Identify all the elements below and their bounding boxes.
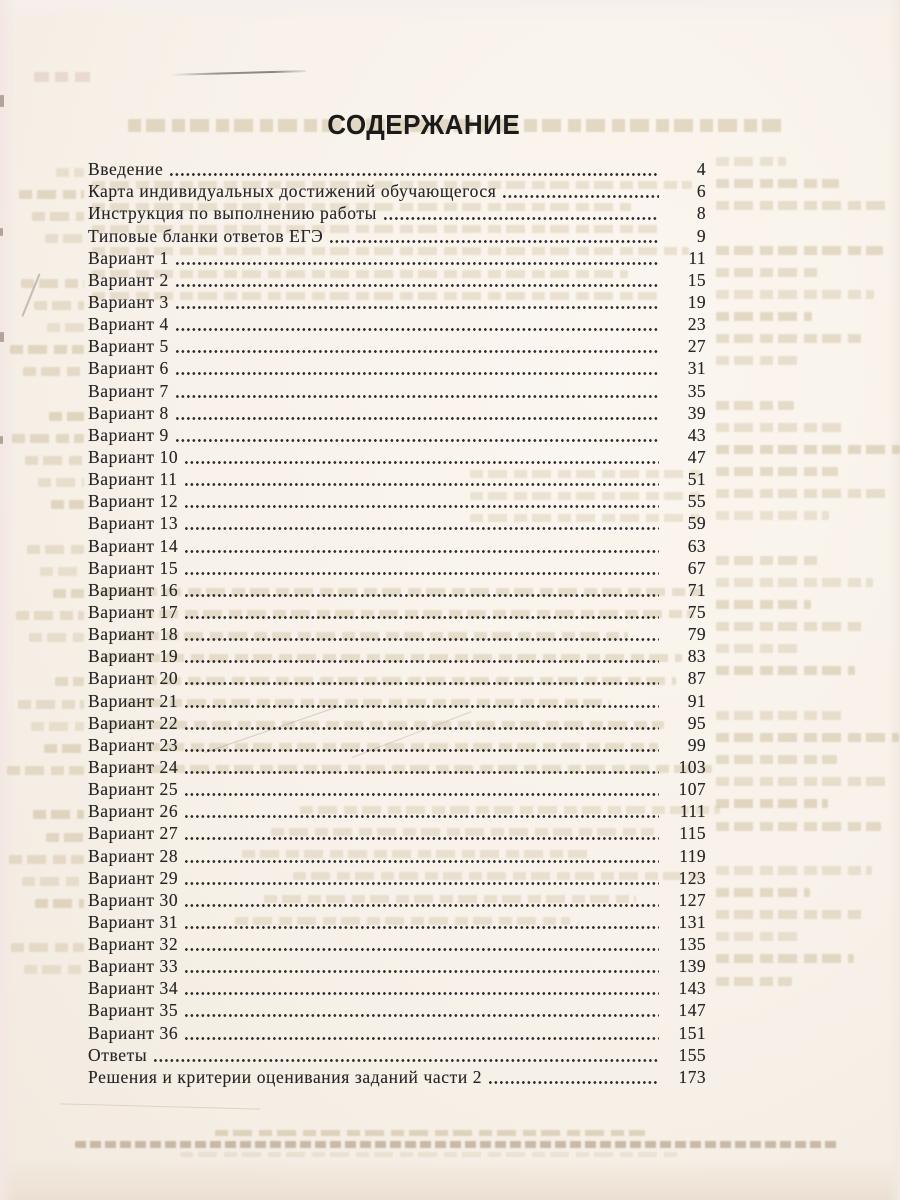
toc-row [88, 1044, 706, 1066]
bleed-through-text [31, 722, 84, 731]
toc-entry-label: Вариант 16 [88, 579, 179, 600]
toc-row [88, 402, 706, 424]
bleed-through-text [716, 511, 829, 520]
bleed-through-text [716, 467, 838, 476]
dot-leader [176, 283, 659, 288]
table-of-contents [88, 158, 706, 1088]
bleed-through-text [35, 899, 84, 908]
toc-row [88, 601, 706, 623]
toc-entry-label: Вариант 14 [88, 535, 179, 556]
toc-row [88, 999, 706, 1021]
toc-page-number: 6 [696, 181, 706, 202]
bleed-through-text [11, 943, 84, 952]
dot-leader [185, 947, 659, 952]
dot-leader [185, 637, 659, 642]
dot-leader [185, 526, 659, 531]
bleed-through-text [33, 810, 84, 819]
toc-row [88, 667, 706, 689]
toc-page-number: 11 [688, 247, 706, 268]
bleed-through-text [18, 700, 84, 709]
toc-entry-label: Вариант 22 [88, 712, 179, 733]
toc-row [88, 424, 706, 446]
bleed-through-text [716, 733, 899, 742]
bleed-through-text [180, 1152, 680, 1157]
toc-page-number: 47 [687, 446, 706, 467]
bleed-through-text [716, 666, 855, 675]
dot-leader [185, 571, 659, 576]
bleed-through-text [215, 1130, 645, 1136]
dot-leader [185, 1036, 659, 1041]
toc-entry-label: Вариант 5 [88, 336, 169, 357]
dot-leader [176, 416, 659, 421]
bleed-through-text [55, 677, 84, 686]
toc-entry-label: Типовые бланки ответов ЕГЭ [88, 225, 324, 246]
toc-row [88, 468, 706, 490]
toc-row [88, 1021, 706, 1043]
toc-entry-label: Вариант 1 [88, 247, 169, 268]
dot-leader [330, 239, 659, 244]
bleed-through-text [716, 799, 828, 808]
toc-entry-label: Вариант 9 [88, 424, 169, 445]
toc-row [88, 889, 706, 911]
toc-page-number: 83 [687, 646, 706, 667]
toc-entry-label: Вариант 29 [88, 867, 179, 888]
toc-row [88, 247, 706, 269]
dot-leader [185, 792, 659, 797]
bleed-through-text [716, 755, 837, 764]
toc-page-number: 173 [678, 1066, 706, 1087]
bleed-through-text [25, 456, 84, 465]
bleed-through-text [23, 367, 84, 376]
toc-row [88, 313, 706, 335]
dot-leader [185, 504, 659, 509]
bleed-through-text [7, 766, 84, 775]
toc-entry-label: Вариант 32 [88, 934, 179, 955]
bleed-through-text [716, 201, 892, 210]
toc-page-number: 23 [687, 314, 706, 335]
toc-row [88, 911, 706, 933]
dot-leader [176, 349, 659, 354]
toc-page-number: 15 [687, 269, 706, 290]
toc-page-number: 111 [679, 801, 706, 822]
bleed-through-text [51, 500, 84, 509]
bleed-through-text [716, 423, 847, 432]
dot-leader [185, 704, 659, 709]
bleed-through-text [32, 212, 84, 221]
toc-page-number: 131 [678, 911, 706, 932]
toc-row [88, 623, 706, 645]
toc-page-number: 79 [687, 624, 706, 645]
toc-page-number: 31 [687, 358, 706, 379]
toc-row [88, 512, 706, 534]
toc-row [88, 224, 706, 246]
toc-row [88, 490, 706, 512]
toc-entry-label: Вариант 25 [88, 779, 179, 800]
bleed-through-text [716, 401, 794, 410]
toc-entry-label: Вариант 27 [88, 823, 179, 844]
toc-page-number: 75 [687, 601, 706, 622]
toc-row [88, 867, 706, 889]
bleed-through-text [40, 567, 84, 576]
bleed-through-text [716, 157, 786, 166]
toc-row [88, 800, 706, 822]
bleed-through-text [45, 234, 84, 243]
bleed-through-text [716, 312, 812, 321]
toc-page-number: 115 [679, 823, 706, 844]
toc-page-number: 59 [687, 513, 706, 534]
toc-row [88, 379, 706, 401]
toc-entry-label: Решения и критерии оценивания заданий части 2 [88, 1066, 483, 1087]
toc-page-number: 99 [687, 734, 706, 755]
bleed-through-text [27, 545, 84, 554]
toc-row [88, 1066, 706, 1088]
toc-row [88, 269, 706, 291]
toc-entry-label: Вариант 11 [88, 469, 178, 490]
bleed-through-text [716, 356, 803, 365]
toc-page-number: 151 [678, 1022, 706, 1043]
toc-entry-label: Вариант 19 [88, 646, 179, 667]
bleed-through-text [16, 611, 84, 620]
toc-page-number: 147 [678, 1000, 706, 1021]
toc-page-number: 19 [687, 291, 706, 312]
toc-page-number: 27 [687, 336, 706, 357]
toc-entry-label: Вариант 13 [88, 513, 179, 534]
toc-page-number: 71 [687, 579, 706, 600]
toc-page-number: 135 [678, 934, 706, 955]
toc-page-number: 9 [696, 225, 706, 246]
scan-edge-speck [0, 332, 4, 342]
toc-entry-label: Вариант 36 [88, 1022, 179, 1043]
toc-page-number: 91 [687, 690, 706, 711]
bleed-through-text [716, 932, 801, 941]
bleed-through-text [34, 72, 96, 82]
dot-leader [176, 438, 659, 443]
bleed-through-text [49, 412, 84, 421]
dot-leader [154, 1058, 659, 1063]
bleed-through-text [46, 833, 84, 842]
toc-entry-label: Вариант 26 [88, 801, 179, 822]
toc-entry-label: Ответы [88, 1044, 148, 1065]
page-title: СОДЕРЖАНИЕ [327, 109, 521, 140]
scan-edge-speck [0, 436, 3, 444]
bleed-through-text [716, 622, 864, 631]
toc-entry-label: Вариант 33 [88, 956, 179, 977]
dot-leader [185, 881, 659, 886]
toc-row [88, 645, 706, 667]
toc-row [88, 291, 706, 313]
bleed-through-text [29, 633, 84, 642]
scan-edge-speck [0, 95, 4, 107]
bleed-through-text [34, 301, 84, 310]
bleed-through-text [716, 600, 811, 609]
toc-entry-label: Вариант 17 [88, 601, 179, 622]
toc-row [88, 689, 706, 711]
dot-leader [185, 726, 659, 731]
bleed-through-text [38, 478, 84, 487]
bleed-through-text [716, 888, 810, 897]
bleed-through-text [716, 977, 792, 986]
toc-page-number: 51 [687, 469, 706, 490]
dot-leader [185, 681, 659, 686]
bleed-through-text [716, 334, 865, 343]
toc-row [88, 557, 706, 579]
bleed-through-text [716, 268, 821, 277]
dot-leader [185, 969, 659, 974]
dot-leader [489, 1080, 659, 1085]
bleed-through-text [716, 290, 874, 299]
dot-leader [185, 903, 659, 908]
toc-page-number: 87 [687, 668, 706, 689]
toc-row [88, 756, 706, 778]
bleed-through-text [716, 644, 802, 653]
toc-entry-label: Вариант 4 [88, 314, 169, 335]
bleed-through-text [716, 489, 891, 498]
toc-page-number: 63 [687, 535, 706, 556]
dot-leader [384, 216, 659, 221]
dot-leader [176, 371, 659, 376]
toc-entry-label: Введение [88, 159, 164, 180]
toc-row [88, 778, 706, 800]
toc-entry-label: Вариант 31 [88, 911, 179, 932]
bleed-through-text [22, 877, 84, 886]
toc-page-number: 4 [696, 159, 706, 180]
toc-entry-label: Вариант 10 [88, 446, 179, 467]
bleed-through-text [716, 246, 883, 255]
toc-page-number: 43 [687, 424, 706, 445]
toc-page-number: 103 [678, 756, 706, 777]
dot-leader [185, 925, 659, 930]
toc-page-number: 139 [678, 956, 706, 977]
toc-row [88, 158, 706, 180]
toc-entry-label: Вариант 20 [88, 668, 179, 689]
bleed-through-text [716, 578, 873, 587]
dot-leader [503, 194, 659, 199]
dot-leader [185, 549, 659, 554]
dot-leader [185, 659, 659, 664]
toc-row [88, 822, 706, 844]
crease-line [60, 1103, 260, 1109]
bleed-through-text [716, 954, 854, 963]
toc-page-number: 123 [678, 867, 706, 888]
bleed-through-text [19, 190, 84, 199]
toc-entry-label: Вариант 28 [88, 845, 179, 866]
toc-row [88, 933, 706, 955]
bleed-through-text [47, 323, 84, 332]
bleed-through-text [56, 168, 84, 177]
toc-page-number: 143 [678, 978, 706, 999]
dot-leader [185, 748, 659, 753]
dot-leader [185, 836, 659, 841]
toc-row [88, 180, 706, 202]
toc-page-number: 155 [678, 1044, 706, 1065]
toc-page-number: 67 [687, 557, 706, 578]
dot-leader [185, 859, 659, 864]
dot-leader [176, 327, 659, 332]
dot-leader [176, 394, 659, 399]
scan-edge-speck [0, 228, 3, 236]
toc-page-number: 8 [696, 203, 706, 224]
dot-leader [185, 460, 659, 465]
bleed-through-text [716, 822, 881, 831]
toc-page-number: 127 [678, 889, 706, 910]
dot-leader [176, 261, 659, 266]
toc-row [88, 534, 706, 556]
bleed-through-text [716, 777, 890, 786]
toc-entry-label: Вариант 12 [88, 491, 179, 512]
toc-row [88, 357, 706, 379]
toc-page-number: 95 [687, 712, 706, 733]
toc-entry-label: Вариант 30 [88, 889, 179, 910]
bleed-through-text [716, 445, 900, 454]
dot-leader [170, 172, 659, 177]
bleed-through-text [53, 589, 84, 598]
bleed-through-text [9, 855, 84, 864]
dot-leader [185, 482, 659, 487]
toc-row [88, 579, 706, 601]
bleed-through-text [716, 179, 839, 188]
toc-entry-label: Вариант 34 [88, 978, 179, 999]
toc-row [88, 734, 706, 756]
dot-leader [185, 991, 659, 996]
toc-entry-label: Инструкция по выполнению работы [88, 203, 377, 224]
toc-entry-label: Вариант 3 [88, 291, 169, 312]
toc-entry-label: Вариант 24 [88, 756, 179, 777]
toc-page-number: 55 [687, 491, 706, 512]
toc-row [88, 977, 706, 999]
bleed-through-text [716, 556, 820, 565]
dot-leader [185, 770, 659, 775]
scratch-mark [170, 70, 306, 75]
dot-leader [176, 305, 659, 310]
bleed-through-text [10, 345, 84, 354]
dot-leader [185, 1013, 659, 1018]
toc-entry-label: Вариант 15 [88, 557, 179, 578]
bleed-through-text [716, 910, 863, 919]
bleed-through-text [716, 711, 846, 720]
bleed-through-text [716, 866, 872, 875]
toc-row [88, 712, 706, 734]
toc-row [88, 202, 706, 224]
toc-page-number: 119 [679, 845, 706, 866]
toc-entry-label: Вариант 7 [88, 380, 169, 401]
toc-entry-label: Вариант 23 [88, 734, 179, 755]
toc-page-number: 107 [678, 779, 706, 800]
toc-entry-label: Вариант 2 [88, 269, 169, 290]
toc-row [88, 844, 706, 866]
toc-page-number: 39 [687, 402, 706, 423]
toc-row [88, 955, 706, 977]
toc-entry-label: Вариант 18 [88, 624, 179, 645]
bleed-through-text [75, 1141, 837, 1148]
dot-leader [185, 814, 659, 819]
toc-entry-label: Вариант 6 [88, 358, 169, 379]
toc-page-number: 35 [687, 380, 706, 401]
dot-leader [185, 593, 659, 598]
toc-entry-label: Вариант 8 [88, 402, 169, 423]
bleed-through-text [12, 434, 84, 443]
toc-entry-label: Карта индивидуальных достижений обучающегося [88, 181, 497, 202]
bleed-through-text [24, 965, 84, 974]
dot-leader [185, 615, 659, 620]
toc-row [88, 335, 706, 357]
toc-entry-label: Вариант 35 [88, 1000, 179, 1021]
bleed-through-text [44, 744, 84, 753]
toc-entry-label: Вариант 21 [88, 690, 179, 711]
bleed-through-text [21, 279, 84, 288]
toc-row [88, 446, 706, 468]
